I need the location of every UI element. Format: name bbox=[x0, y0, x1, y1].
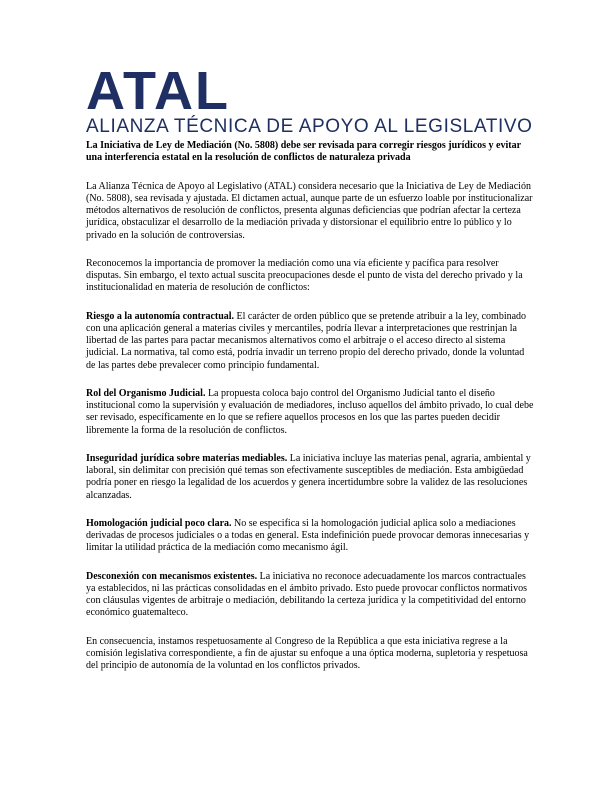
section-title: Rol del Organismo Judicial. bbox=[86, 387, 206, 399]
section-text: La propuesta coloca bajo control del Organismo Judicial tanto el diseño institucional como la supervisión y evaluación de mediadores, incluso aquellos del ámbito privado, lo cual debe ser revisado, específicamente en lo que se refiere aquellos procesos en los que las partes pueden decidir libremente la forma de la resolución de conflictos. bbox=[86, 387, 534, 436]
section-title: Inseguridad jurídica sobre materias mediables. bbox=[86, 452, 288, 464]
logo-mark: ATAL bbox=[86, 61, 230, 121]
section-autonomy bbox=[86, 311, 536, 372]
logo-organization-name: ALIANZA TÉCNICA DE APOYO AL LEGISLATIVO bbox=[86, 116, 533, 137]
section-legal-uncertainty bbox=[86, 453, 536, 502]
intro-paragraph: La Alianza Técnica de Apoyo al Legislativo (ATAL) considera necesario que la Iniciativa de Ley de Mediación (No. 5808), sea revisada y ajustada. El dictamen actual, aunque parte de un esfuerzo loable por institucionalizar métodos alternativos de resolución de conflictos, presenta algunas deficiencias que podrían afectar la certeza jurídica, obstaculizar el desarrollo de la mediación privada y distorsionar el equilibrio entre lo público y lo privado en la solución de controversias. bbox=[86, 180, 533, 241]
closing-paragraph: En consecuencia, instamos respetuosamente al Congreso de la República a que esta iniciativa regrese a la comisión legislativa correspondiente, a fin de ajustar su enfoque a una óptica moderna, supletoria y respetuosa del principio de autonomía de la voluntad en los conflictos privados. bbox=[86, 635, 528, 671]
section-text: La iniciativa no reconoce adecuadamente los marcos contractuales ya establecidos, ni las prácticas consolidadas en el ámbito privado. Esto puede provocar conflictos normativos con cláusulas vigentes de arbitraje o mediación, debilitando la certeza jurídica y la competitividad del entorno económico guatemalteco. bbox=[86, 570, 527, 619]
section-homologation bbox=[86, 518, 536, 555]
context-paragraph: Reconocemos la importancia de promover la mediación como una vía eficiente y pacífica para resolver disputas. Sin embargo, el texto actual suscita preocupaciones desde el punto de vista del derecho privado y la institucionalidad en materia de resolución de conflictos: bbox=[86, 257, 523, 294]
atal-logo bbox=[86, 61, 536, 144]
section-judicial-role bbox=[86, 388, 536, 437]
section-title: Riesgo a la autonomía contractual. bbox=[86, 310, 235, 322]
section-text: No se especifica si la homologación judicial aplica solo a mediaciones derivadas de procesos judiciales o a todas en general. Esta indefinición puede provocar demoras innecesarias y limitar la utilidad práctica de la mediación como mecanismo ágil. bbox=[86, 517, 530, 554]
section-title: Homologación judicial poco clara. bbox=[86, 517, 232, 529]
document-body bbox=[86, 140, 536, 688]
section-title: Desconexión con mecanismos existentes. bbox=[86, 570, 258, 582]
section-disconnection bbox=[86, 571, 536, 620]
section-text: La iniciativa incluye las materias penal, agraria, ambiental y laboral, sin delimitar con precisión qué temas son efectivamente susceptibles de mediación. Esta ambigüedad podría poner en riesgo la legalidad de los acuerdos y genera incertidumbre sobre la validez de las resoluciones alcanzadas. bbox=[86, 452, 531, 501]
document-headline: La Iniciativa de Ley de Mediación (No. 5808) debe ser revisada para corregir riesgos jurídicos y evitar una interferencia estatal en la resolución de conflictos de naturaleza privada bbox=[86, 140, 521, 164]
section-text: El carácter de orden público que se pretende atribuir a la ley, combinado con una aplicación general a materias civiles y mercantiles, podría llevar a interpretaciones que restrinjan la libertad de las partes para pactar mecanismos alternativos como el arbitraje o el acceso directo al sistema judicial. La normativa, tal como está, podría invadir un terreno propio del derecho privado, donde la voluntad de las partes debe prevalecer como principio fundamental. bbox=[86, 310, 527, 371]
